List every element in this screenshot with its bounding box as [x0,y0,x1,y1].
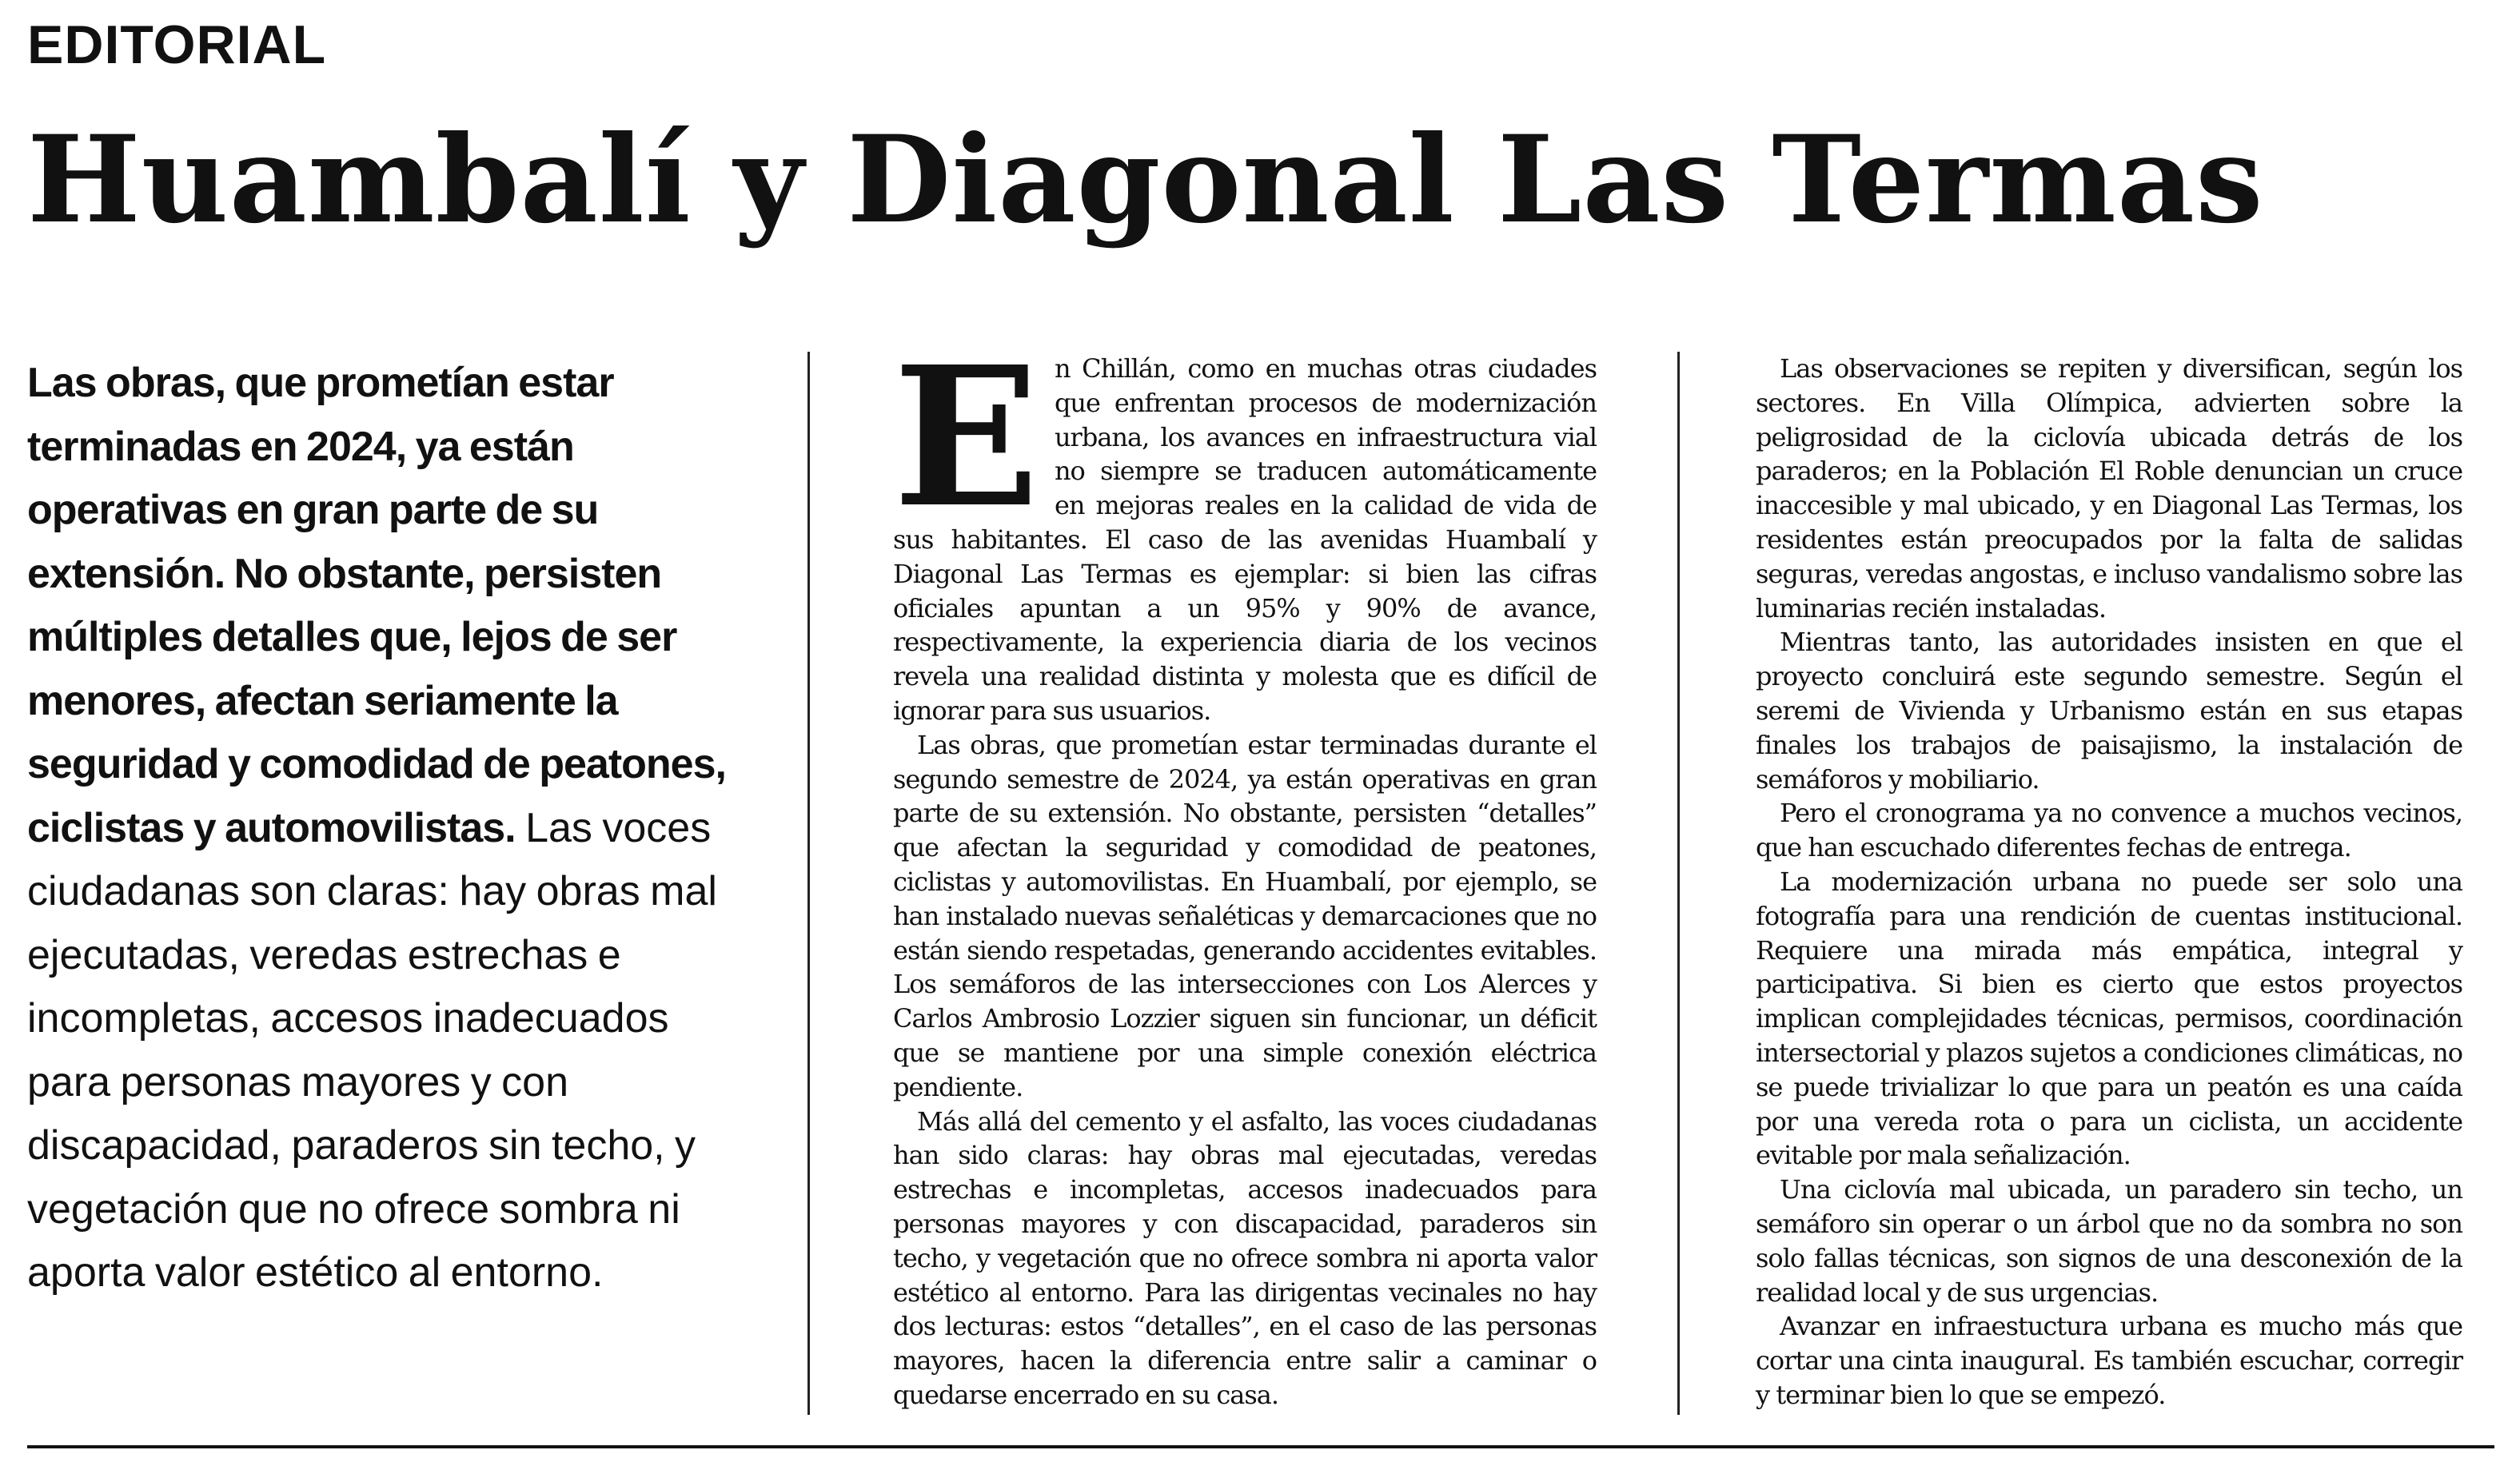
column-2-paragraph-5: Una ciclovía mal ubicada, un paradero sin techo, un semáforo sin operar o un árbol que no da sombra no son solo fallas técnicas, son signos de una desconexión de la realidad local y de sus urgencias. [1756,1174,2462,1308]
drop-cap: E [893,325,1039,550]
lead-normal-text: Las voces ciudadanas son claras: hay obras mal ejecutadas, veredas estrechas e incompletas, accesos inadecuados para personas mayores y con discapacidad, paraderos sin techo, y vegetación que no ofrece sombra ni aporta valor estético al entorno. [27,804,717,1296]
column-1-paragraph-3: Más allá del cemento y el asfalto, las voces ciudadanas han sido claras: hay obras mal ejecutadas, veredas estrechas e incompletas, accesos inadecuados para personas mayores y con discapacidad, paraderos sin techo, y vegetación que no ofrece sombra ni aporta valor estético al entorno. Para las dirigentas vecinales no hay dos lecturas: estos “detalles”, en el caso de las personas mayores, hacen la diferencia entre salir a caminar o quedarse encerrado en su casa. [893,1105,1597,1410]
column-2-paragraph-4: La modernización urbana no puede ser solo una fotografía para una rendición de cuentas institucional. Requiere una mirada más empática, integral y participativa. Si bien es cierto que estos proyectos implican complejidades técnicas, permisos, coordinación intersectorial y plazos sujetos a condiciones climáticas, no se puede trivializar lo que para un peatón es una caída por una vereda rota o para un ciclista, un accidente evitable por mala señalización. [1756,866,2462,1171]
bottom-rule [27,1445,2494,1448]
column-1-paragraph-1 [893,325,1597,728]
column-2-paragraph-3: Pero el cronograma ya no convence a muchos vecinos, que han escuchado diferentes fechas de entrega. [1756,798,2462,863]
section-label: EDITORIAL [27,14,327,75]
headline: Huambalí y Diagonal Las Termas [27,110,2264,250]
column-2-paragraph-6: Avanzar en infraestuctura urbana es mucho más que cortar una cinta inaugural. Es también escuchar, corregir y terminar bien lo que se empezó. [1756,1311,2462,1410]
column-rule-left [807,352,810,1415]
article-column-2 [1756,352,2462,1412]
column-rule-right [1677,352,1680,1415]
column-1-paragraph-2: Las obras, que prometían estar terminadas durante el segundo semestre de 2024, ya están operativas en gran parte de su extensión. No obstante, persisten “detalles” que afectan la seguridad y comodidad de peatones, ciclistas y automovilistas. En Huambalí, por ejemplo, se han instalado nuevas señaléticas y demarcaciones que no están siendo respetadas, generando accidentes evitables. Los semáforos de las intersecciones con Los Alerces y Carlos Ambrosio Lozzier siguen sin funcionar, un déficit que se mantiene por una simple conexión eléctrica pendiente. [893,729,1597,1102]
lead-paragraph [27,352,731,1305]
column-1-paragraph-1-text: n Chillán, como en muchas otras ciudades que enfrentan procesos de modernización urbana, los avances en infraestructura vial no siempre se traducen automáticamente en mejoras reales en la calidad de vida de sus habitantes. El caso de las avenidas Huambalí y Diagonal Las Termas es ejemplar: si bien las cifras oficiales apuntan a un 95% y 90% de avance, respectivamente, la experiencia diaria de los vecinos revela una realidad distinta y molesta que es difícil de ignorar para sus usuarios. [893,353,1597,726]
article-column-1 [893,325,1597,1412]
column-2-paragraph-2: Mientras tanto, las autoridades insisten en que el proyecto concluirá este segundo semestre. Según el seremi de Vivienda y Urbanismo están en sus etapas finales los trabajos de paisajismo, la instalación de semáforos y mobiliario. [1756,627,2462,795]
lead-bold-text: Las obras, que prometían estar terminadas en 2024, ya están operativas en gran parte de su extensión. No obstante, persisten múltiples detalles que, lejos de ser menores, afectan seriamente la seguridad y comodidad de peatones, ciclistas y automovilistas. [27,360,726,851]
column-2-paragraph-1: Las observaciones se repiten y diversifican, según los sectores. En Villa Olímpica, advierten sobre la peligrosidad de la ciclovía ubicada detrás de los paraderos; en la Población El Roble denuncian un cruce inaccesible y mal ubicado, y en Diagonal Las Termas, los residentes están preocupados por la falta de salidas seguras, veredas angostas, e incluso vandalismo sobre las luminarias recién instaladas. [1756,353,2462,623]
